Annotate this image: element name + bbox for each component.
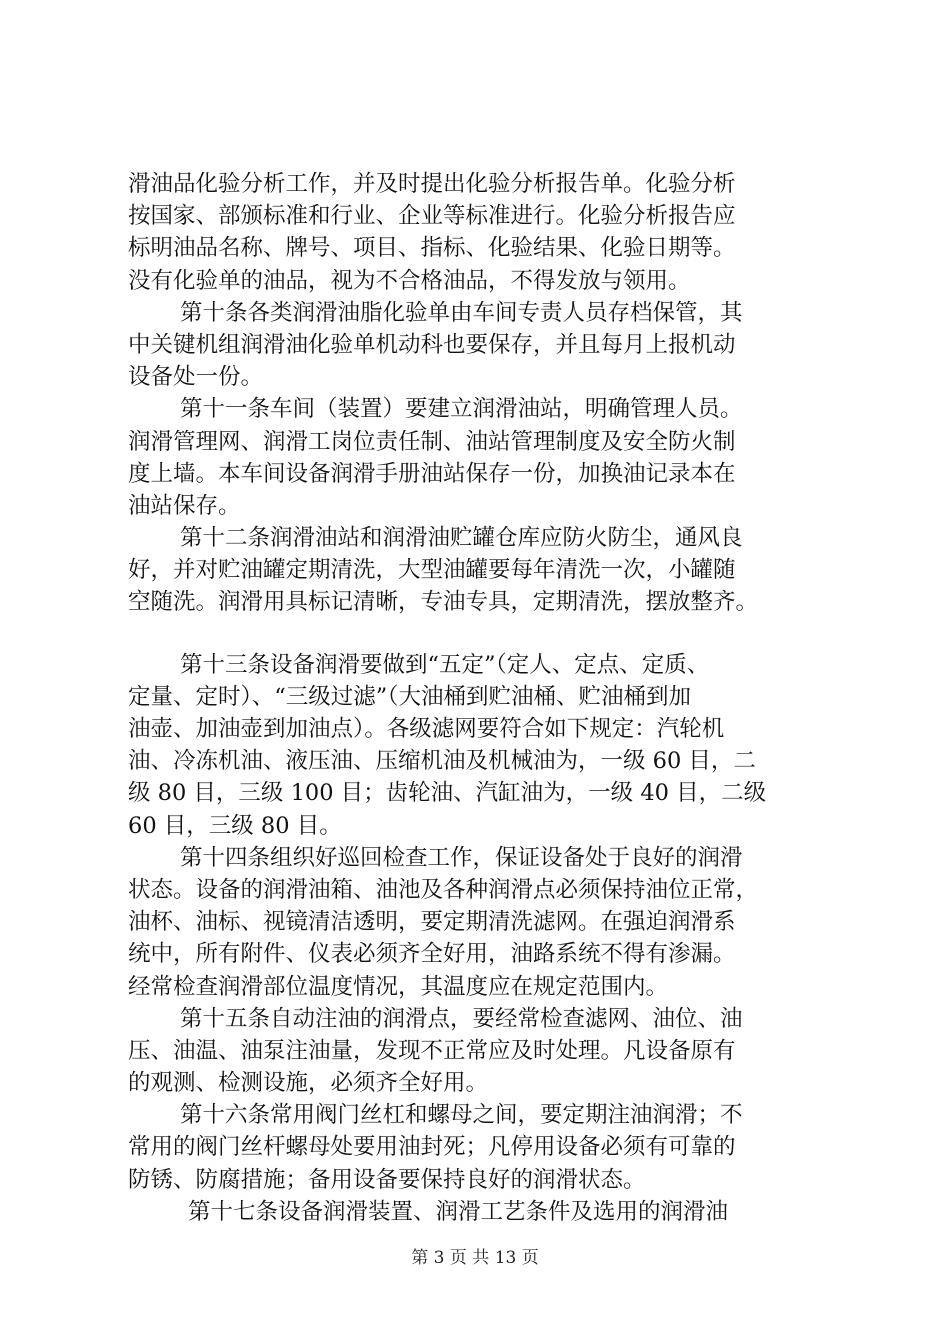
text-line: 中关键机组润滑油化验单机动科也要保存，并且每月上报机动 [128,331,736,358]
text-line: 常用的阀门丝杆螺母处要用油封死；凡停用设备必须有可靠的 [128,1134,736,1161]
text-line: 没有化验单的油品，视为不合格油品，不得发放与领用。 [128,267,691,294]
text-line: 防锈、防腐措施；备用设备要保持良好的润滑状态。 [128,1166,646,1193]
text-line: 的观测、检测设施，必须齐全好用。 [128,1070,489,1097]
article-16-start: 第十六条常用阀门丝杠和螺母之间，要定期注油润滑；不 [180,1102,743,1129]
document-body [128,168,848,1228]
text-line: 统中，所有附件、仪表必须齐全好用，油路系统不得有渗漏。 [128,941,736,968]
article-11-start: 第十一条车间（装置）要建立润滑油站，明确管理人员。 [180,396,743,423]
text-line: 状态。设备的润滑油箱、油池及各种润滑点必须保持油位正常， [128,876,759,903]
text-line: 定量、定时）、“三级过滤”（大油桶到贮油桶、贮油桶到加 [128,683,692,710]
page-number-footer: 第 3 页 共 13 页 [411,1248,539,1268]
article-14-start: 第十四条组织好巡回检查工作，保证设备处于良好的润滑 [180,844,743,871]
text-line: 油站保存。 [128,492,241,519]
text-line: 油、冷冻机油、液压油、压缩机油及机械油为，一级 60 目，二 [128,748,756,775]
text-line: 度上墙。本车间设备润滑手册油站保存一份，加换油记录本在 [128,460,736,487]
text-line: 滑油品化验分析工作，并及时提出化验分析报告单。化验分析 [128,171,736,197]
article-13-start: 第十三条设备润滑要做到“五定”（定人、定点、定质、 [180,651,710,678]
paragraph-gap [128,619,848,649]
text-line: 标明油品名称、牌号、项目、指标、化验结果、化验日期等。 [128,235,736,262]
article-10-start: 第十条各类润滑油脂化验单由车间专责人员存档保管，其 [180,299,743,326]
article-15-start: 第十五条自动注油的润滑点，要经常检查滤网、油位、油 [180,1005,743,1032]
text-line: 60 目，三级 80 目。 [128,812,342,839]
text-line: 级 80 目，三级 100 目；齿轮油、汽缸油为，一级 40 目，二级 [128,780,767,807]
text-line: 好，并对贮油罐定期清洗，大型油罐要每年清洗一次，小罐随 [128,557,736,584]
text-line: 经常检查润滑部位温度情况，其温度应在规定范围内。 [128,973,669,1000]
article-17-start: 第十七条设备润滑装置、润滑工艺条件及选用的润滑油 [188,1198,729,1225]
text-line: 油杯、油标、视镜清洁透明，要定期清洗滤网。在强迫润滑系 [128,909,736,936]
text-line: 设备处一份。 [128,364,264,391]
text-line: 空随洗。润滑用具标记清晰，专油专具，定期清洗，摆放整齐。 [128,589,759,616]
text-line: 按国家、部颁标准和行业、企业等标准进行。化验分析报告应 [128,203,736,230]
article-12-start: 第十二条润滑油站和润滑油贮罐仓库应防火防尘，通风良 [180,525,743,552]
text-line: 油壶、加油壶到加油点）。各级滤网要符合如下规定：汽轮机 [128,716,725,742]
text-line: 压、油温、油泵注油量，发现不正常应及时处理。凡设备原有 [128,1037,736,1064]
text-line: 润滑管理网、润滑工岗位责任制、油站管理制度及安全防火制 [128,428,736,455]
